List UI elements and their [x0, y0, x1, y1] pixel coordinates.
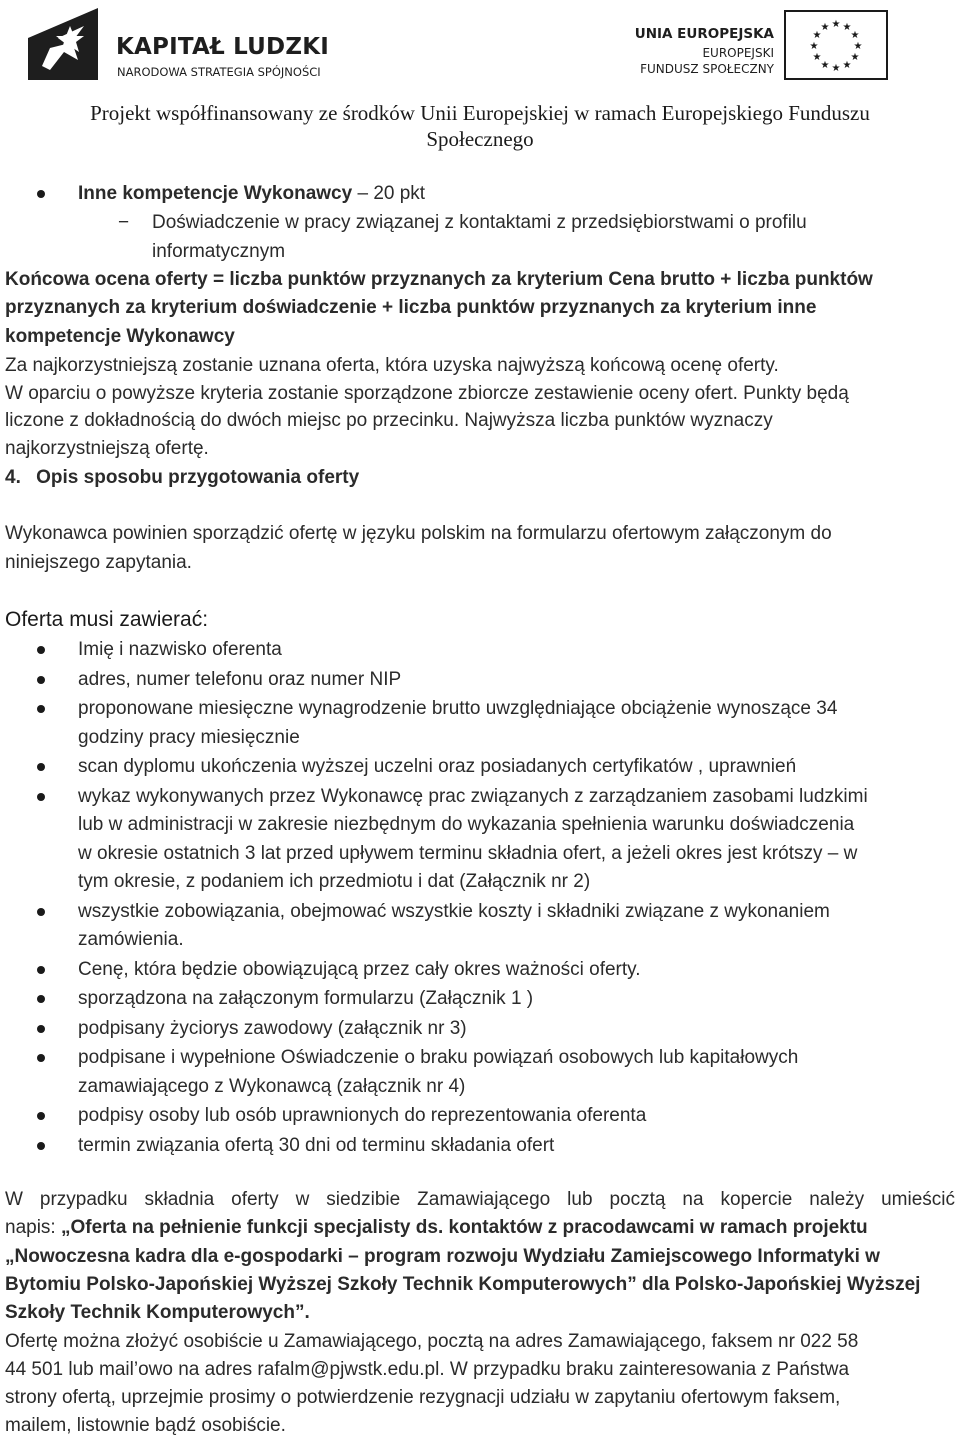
bullet-icon [37, 966, 45, 974]
bullet-icon [37, 1025, 45, 1033]
svg-text:★: ★ [842, 60, 852, 71]
bullet-icon [37, 705, 45, 713]
svg-text:★: ★ [809, 41, 819, 52]
svg-text:★: ★ [820, 22, 830, 33]
closing-line-7: 44 501 lub mail’owo na adres rafalm@pjwstk.edu.pl. W przypadku braku zainteresowania z Państwa [5, 1359, 850, 1380]
bullet-icon [37, 676, 45, 684]
offer-item-line: podpisy osoby lub osób uprawnionych do reprezentowania oferenta [78, 1105, 647, 1126]
criteria-paragraph-2-line-2: liczone z dokładnością do dwóch miejsc po przecinku. Najwyższa liczba punktów wyznaczy [5, 410, 773, 431]
offer-contents-heading: Oferta musi zawierać: [5, 608, 209, 631]
offer-item-line: adres, numer telefonu oraz numer NIP [78, 668, 402, 690]
kapital-ludzki-subtitle: NARODOWA STRATEGIA SPÓJNOŚCI [117, 65, 321, 79]
offer-item-line: Cenę, która będzie obowiązującą przez cały okres ważności oferty. [78, 958, 641, 980]
section-4-intro-line-2: niniejszego zapytania. [5, 552, 192, 573]
closing-line-5: Szkoły Technik Komputerowych”. [5, 1302, 310, 1323]
bullet-icon [37, 646, 45, 654]
closing-line-2 [5, 1214, 955, 1243]
svg-text:★: ★ [831, 63, 841, 74]
offer-item-line: lub w administracji w zakresie niezbędnym do wykazania spełnienia warunku doświadczenia [78, 814, 855, 835]
final-score-line-3: kompetencje Wykonawcy [5, 326, 235, 347]
bullet-icon [37, 995, 45, 1003]
offer-item-line: w okresie ostatnich 3 lat przed upływem terminu składnia ofert, a jeżeli okres jest krótszy – w [78, 842, 858, 864]
svg-text:★: ★ [853, 41, 863, 52]
final-score-line-2: przyznanych za kryterium doświadczenie + liczba punktów przyznanych za kryterium inne [5, 297, 817, 318]
bullet-icon [37, 1112, 45, 1120]
svg-text:★: ★ [812, 30, 822, 41]
project-line-1: Projekt współfinansowany ze środków Unii Europejskiej w ramach Europejskiego Funduszu [90, 101, 870, 125]
criteria-paragraph-2-line-1: W oparciu o powyższe kryteria zostanie sporządzone zbiorcze zestawienie oceny ofert. Punkty będą [5, 383, 849, 404]
bullet-icon [37, 1054, 45, 1062]
closing-line-9: mailem, listownie bądź osobiście. [5, 1415, 286, 1436]
bullet-icon [37, 793, 45, 801]
eu-logo [626, 8, 946, 80]
bullet-icon [37, 908, 45, 916]
dash-icon: − [118, 212, 130, 233]
closing-line-3: „Nowoczesna kadra dla e-gospodarki – program rozwoju Wydziału Zamiejscowego Informatyki w [5, 1246, 880, 1267]
project-line-2: Społecznego [426, 127, 534, 151]
bullet-icon [37, 190, 45, 198]
closing-line-1: W przypadku składnia oferty w siedzibie Zamawiającego lub pocztą na kopercie należy umieścić [5, 1189, 955, 1210]
section-4-title: Opis sposobu przygotowania oferty [36, 467, 360, 488]
offer-item-line: sporządzona na załączonym formularzu (Załącznik 1 ) [78, 988, 534, 1009]
offer-item-line: wykaz wykonywanych przez Wykonawcę prac związanych z zarządzaniem zasobami ludzkimi [78, 785, 868, 807]
offer-item-line: scan dyplomu ukończenia wyższej uczelni oraz posiadanych certyfikatów , uprawnień [78, 756, 797, 777]
eu-logo-line1: UNIA EUROPEJSKA [634, 26, 774, 42]
offer-item-line: zamówienia. [78, 929, 184, 950]
offer-item-line: proponowane miesięczne wynagrodzenie brutto uwzględniające obciążenie wynoszące 34 [78, 698, 838, 719]
svg-text:★: ★ [831, 19, 841, 30]
closing-line-4: Bytomiu Polsko-Japońskiej Wyższej Szkoły Technik Komputerowych” dla Polsko-Japońskiej Wyższej [5, 1274, 921, 1295]
closing-line-8: strony ofertą, uprzejmie prosimy o potwierdzenie rezygnacji udziału w zapytaniu ofertowym faksem, [5, 1387, 841, 1408]
project-funding-statement [0, 100, 960, 152]
closing-line-6: Ofertę można złożyć osobiście u Zamawiającego, pocztą na adres Zamawiającego, faksem nr 022 58 [5, 1331, 859, 1352]
section-4-intro-line-1: Wykonawca powinien sporządzić ofertę w języku polskim na formularzu ofertowym załączonym do [5, 523, 832, 544]
offer-item-line: godziny pracy miesięcznie [78, 726, 300, 748]
section-4-heading [5, 464, 955, 493]
kapital-ludzki-title: KAPITAŁ LUDZKI [116, 34, 329, 60]
kapital-ludzki-logo [28, 8, 328, 80]
closing-line-2-bold: „Oferta na pełnienie funkcji specjalisty ds. kontaktów z pracodawcami w ramach projektu [60, 1217, 868, 1238]
eu-flag-icon [784, 10, 888, 80]
criteria-paragraph-1: Za najkorzystniejszą zostanie uznana oferta, która uzyska najwyższą końcową ocenę oferty. [5, 355, 779, 376]
svg-text:★: ★ [842, 22, 852, 33]
section-4-number: 4. [5, 467, 21, 488]
bullet-icon [37, 763, 45, 771]
svg-text:★: ★ [850, 30, 860, 41]
eu-logo-line2: EUROPEJSKI [702, 46, 774, 60]
offer-item-line: wszystkie zobowiązania, obejmować wszystkie koszty i składniki związane z wykonaniem [78, 900, 830, 922]
criteria-paragraph-2-line-3: najkorzystniejszą ofertę. [5, 438, 209, 459]
eu-logo-line3: FUNDUSZ SPOŁECZNY [640, 62, 774, 76]
criteria-bullet-other-competences [78, 180, 956, 209]
offer-item-line: Imię i nazwisko oferenta [78, 639, 282, 660]
closing-line-2-plain: napis: [5, 1217, 61, 1238]
criteria-bullet-points: – 20 pkt [357, 183, 426, 204]
criteria-bullet-label: Inne kompetencje Wykonawcy [78, 183, 353, 204]
offer-item-line: termin związania ofertą 30 dni od terminu składania ofert [78, 1134, 555, 1156]
svg-text:★: ★ [850, 52, 860, 63]
criteria-sub-line-1: Doświadczenie w pracy związanej z kontaktami z przedsiębiorstwami o profilu [152, 212, 807, 233]
offer-item-line: podpisane i wypełnione Oświadczenie o braku powiązań osobowych lub kapitałowych [78, 1047, 799, 1068]
offer-item-line: tym okresie, z podaniem ich przedmiotu i dat (Załącznik nr 2) [78, 871, 591, 892]
offer-item-line: podpisany życiorys zawodowy (załącznik nr 3) [78, 1017, 467, 1039]
svg-text:★: ★ [812, 52, 822, 63]
kapital-ludzki-emblem-icon [28, 8, 108, 80]
criteria-sub-line-2: informatycznym [152, 241, 286, 262]
final-score-line-1: Końcowa ocena oferty = liczba punktów przyznanych za kryterium Cena brutto + liczba punktów [5, 269, 873, 290]
offer-item-line: zamawiającego z Wykonawcą (załącznik nr 4) [78, 1075, 466, 1097]
bullet-icon [37, 1142, 45, 1150]
svg-text:★: ★ [820, 60, 830, 71]
